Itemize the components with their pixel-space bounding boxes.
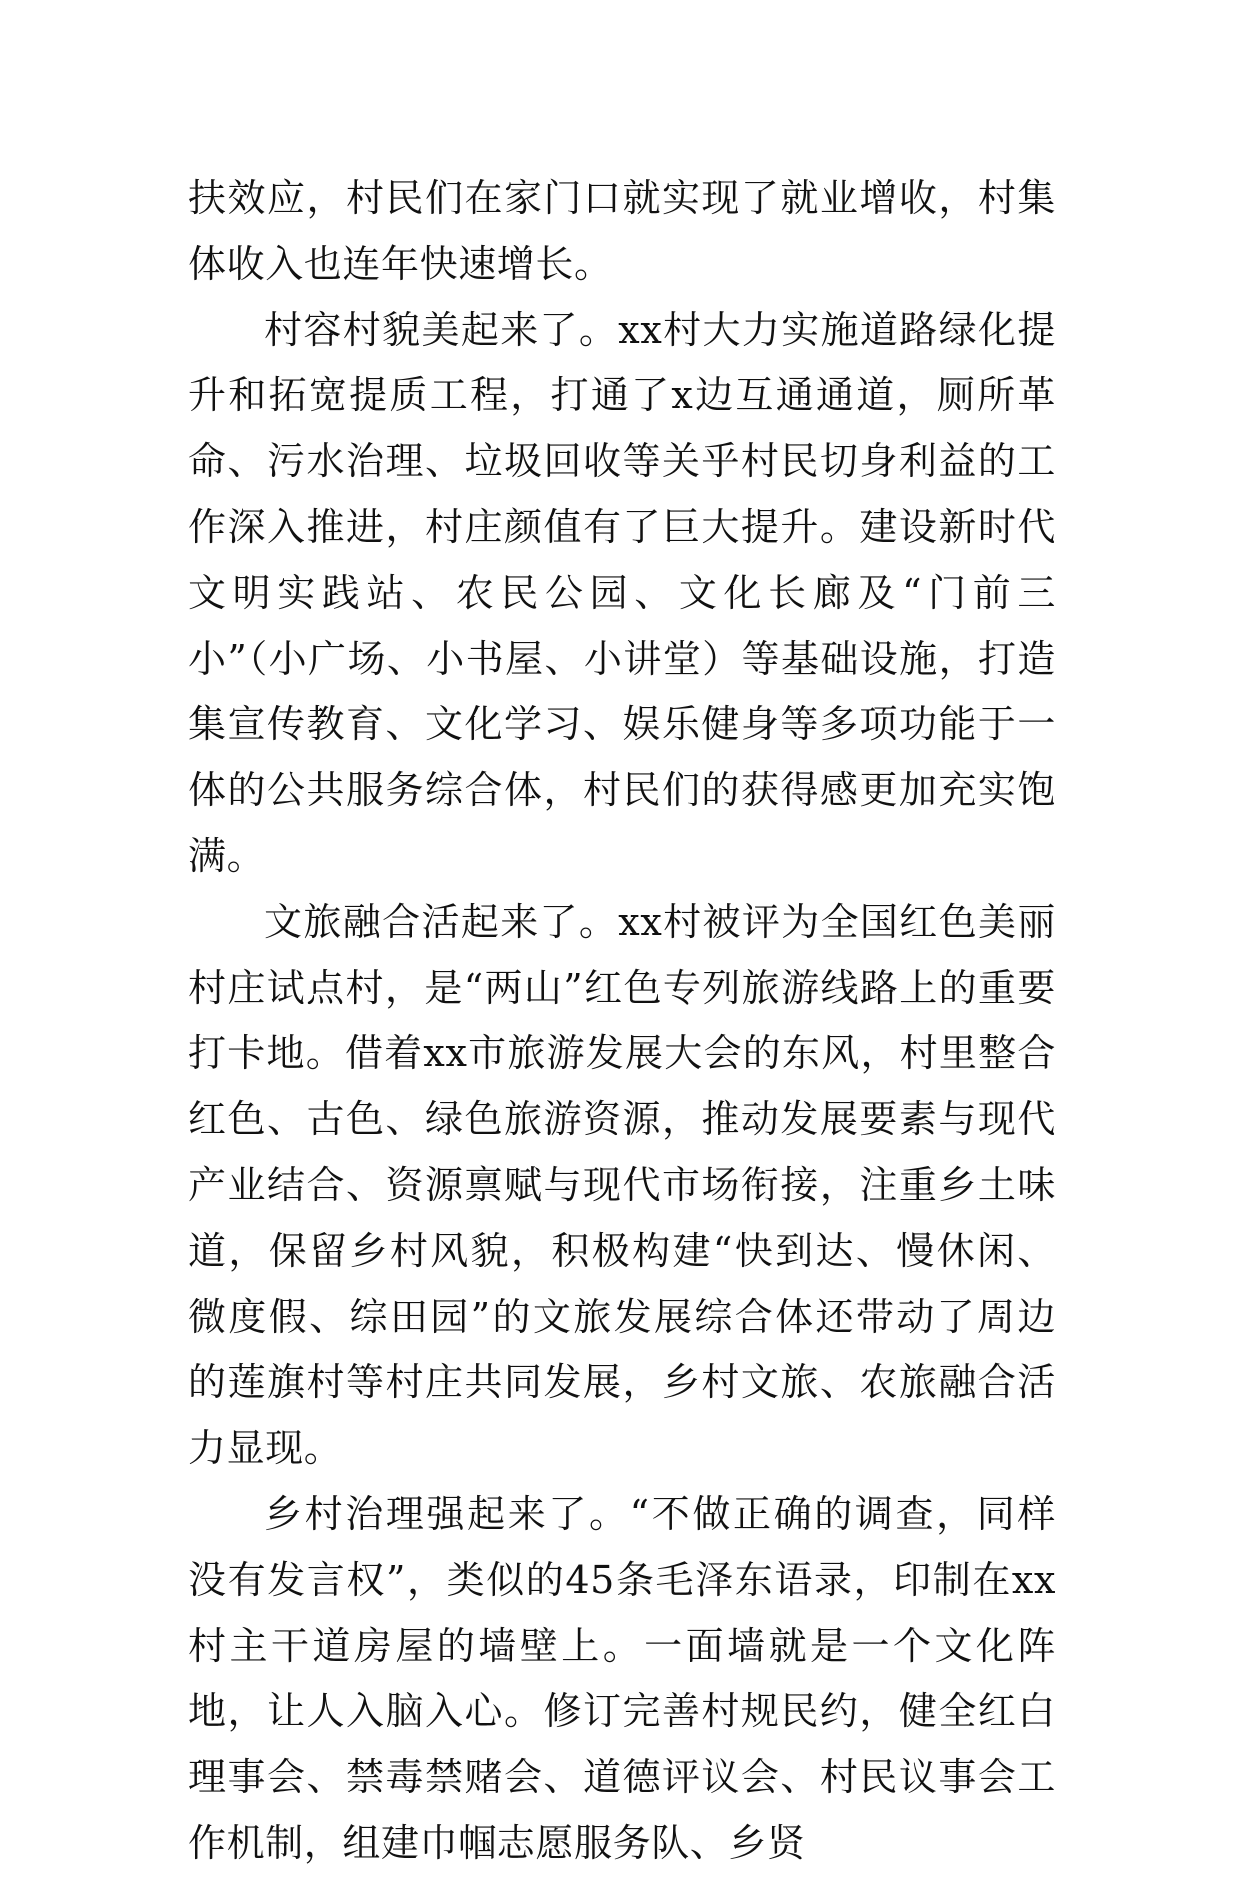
paragraph-culture-tourism: 文旅融合活起来了。xx村被评为全国红色美丽村庄试点村，是“两山”红色专列旅游线路上的重要打卡地。借着xx市旅游发展大会的东风，村里整合红色、古色、绿色旅游资源，推动发展要素与现代产业结合、资源禀赋与现代市场衔接，注重乡土味道，保留乡村风貌，积极构建“快到达、慢休闲、微度假、综田园”的文旅发展综合体还带动了周边的莲旗村等村庄共同发展，乡村文旅、农旅融合活力显现。 [188,899,1056,1471]
paragraph-continuation: 扶效应，村民们在家门口就实现了就业增收，村集体收入也连年快速增长。 [188,176,1056,286]
document-body [188,166,1056,1877]
paragraph-rural-governance: 乡村治理强起来了。“不做正确的调查，同样没有发言权”，类似的45条毛泽东语录，印制在xx村主干道房屋的墙壁上。一面墙就是一个文化阵地，让人入脑入心。修订完善村规民约，健全红白理事会、禁毒禁赌会、道德评议会、村民议事会工作机制，组建巾帼志愿服务队、乡贤 [188,1491,1056,1865]
paragraph-village-appearance: 村容村貌美起来了。xx村大力实施道路绿化提升和拓宽提质工程，打通了x边互通通道，厕所革命、污水治理、垃圾回收等关乎村民切身利益的工作深入推进，村庄颜值有了巨大提升。建设新时代文明实践站、农民公园、文化长廊及“门前三小”（小广场、小书屋、小讲堂）等基础设施，打造集宣传教育、文化学习、娱乐健身等多项功能于一体的公共服务综合体，村民们的获得感更加充实饱满。 [188,307,1056,878]
